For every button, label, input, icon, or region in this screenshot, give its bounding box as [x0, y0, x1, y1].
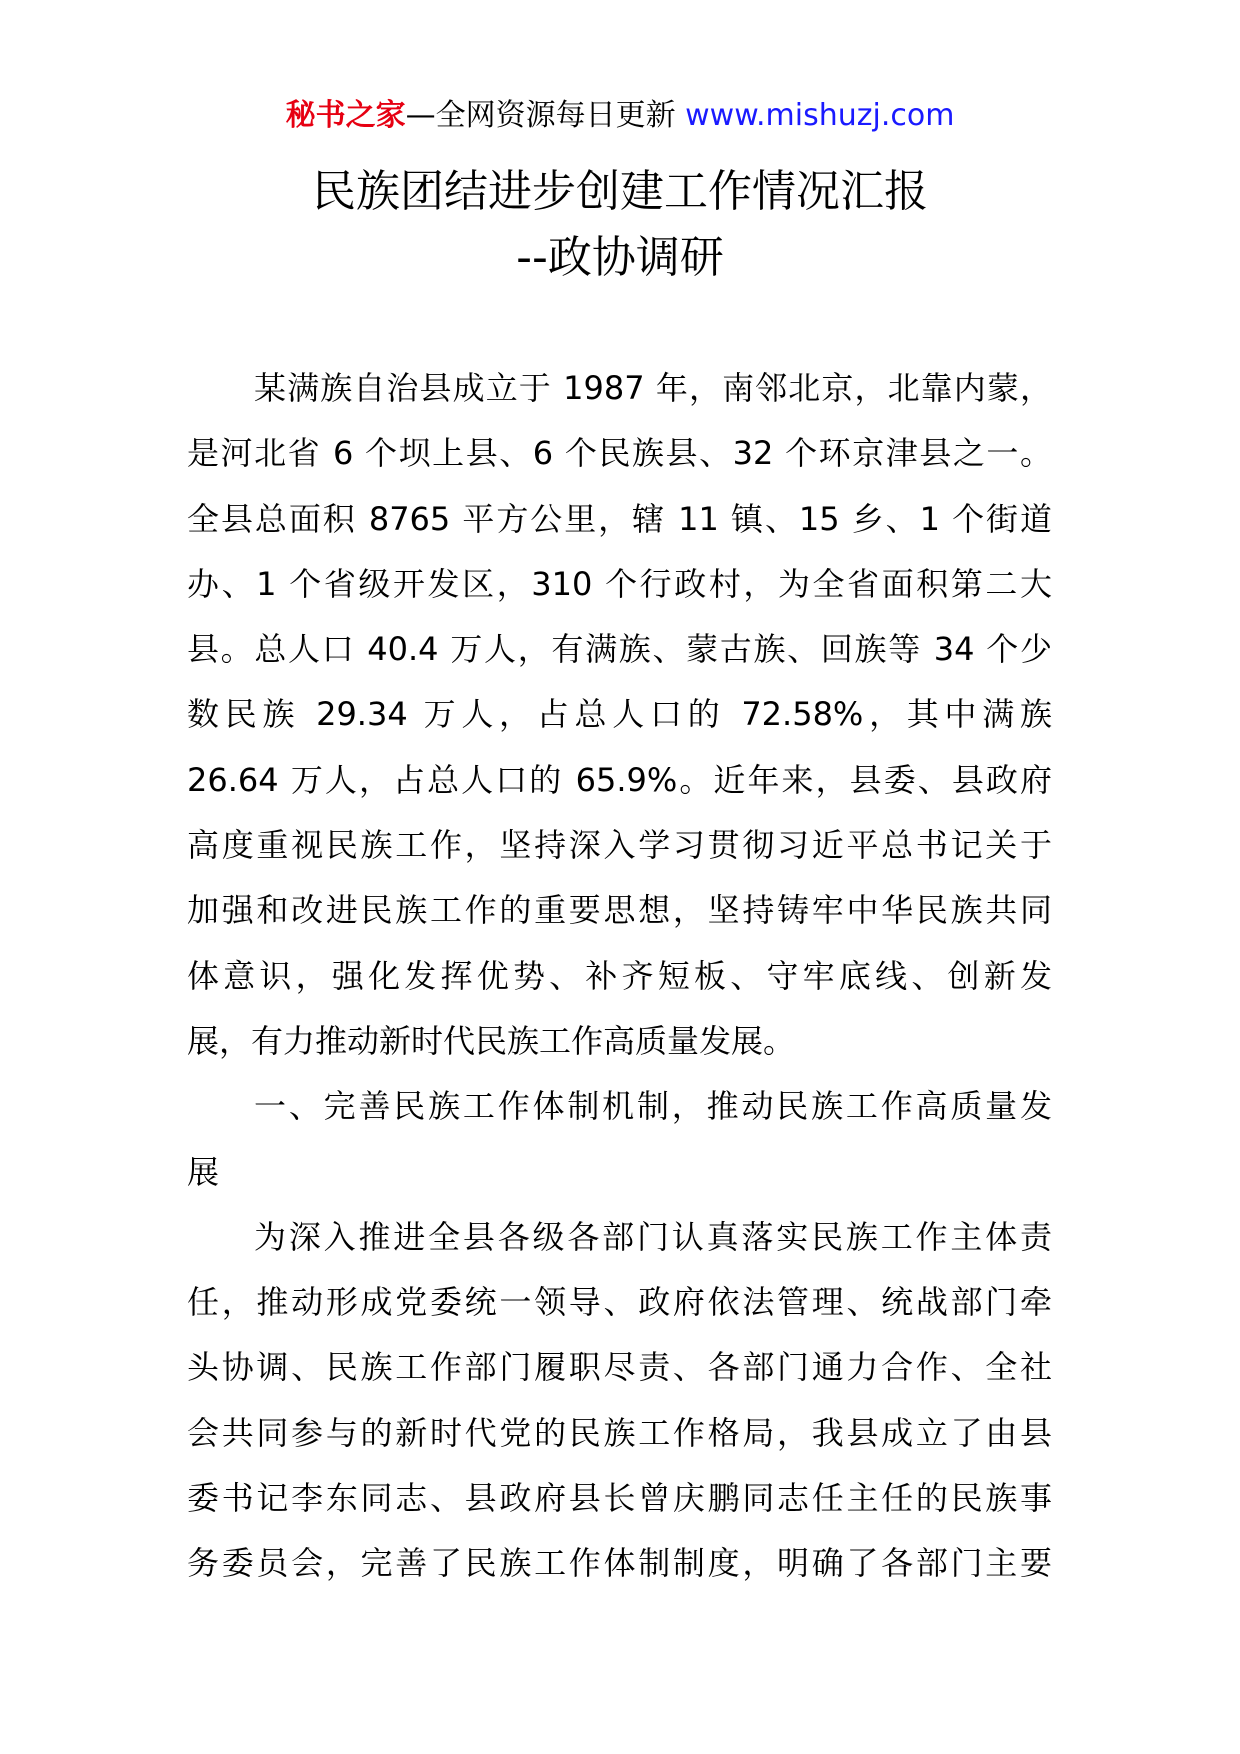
- body-line: 展，有力推动新时代民族工作高质量发展。: [187, 1021, 796, 1060]
- document-body: [187, 356, 1052, 1597]
- body-line: 26.64 万人，占总人口的 65.9%。近年来，县委、县政府: [187, 760, 1052, 799]
- body-line: 是河北省 6 个坝上县、6 个民族县、32 个环京津县之一。: [187, 434, 1052, 473]
- body-line: 为深入推进全县各级各部门认真落实民族工作主体责: [254, 1217, 1052, 1256]
- body-line: 务委员会，完善了民族工作体制制度，明确了各部门主要: [187, 1544, 1052, 1583]
- body-line: 全县总面积 8765 平方公里，辖 11 镇、15 乡、1 个街道: [187, 499, 1052, 538]
- section-heading-line: 一、完善民族工作体制机制，推动民族工作高质量发: [254, 1087, 1052, 1126]
- brand-name: 秘书之家: [285, 98, 406, 133]
- body-line: 体意识，强化发挥优势、补齐短板、守牢底线、创新发: [187, 956, 1052, 995]
- body-line: 某满族自治县成立于 1987 年，南邻北京，北靠内蒙，: [254, 369, 1052, 407]
- site-url[interactable]: www.mishuzj.com: [685, 98, 955, 133]
- document-subtitle: --政协调研: [516, 232, 724, 283]
- document-title: 民族团结进步创建工作情况汇报: [312, 166, 928, 217]
- section-heading-line: 展: [187, 1152, 220, 1191]
- body-line: 县。总人口 40.4 万人，有满族、蒙古族、回族等 34 个少: [187, 630, 1052, 669]
- body-line: 委书记李东同志、县政府县长曾庆鹏同志任主任的民族事: [187, 1479, 1052, 1518]
- body-line: 任，推动形成党委统一领导、政府依法管理、统战部门牵: [187, 1283, 1052, 1322]
- site-header: [0, 96, 1240, 136]
- body-line: 高度重视民族工作，坚持深入学习贯彻习近平总书记关于: [187, 826, 1052, 865]
- body-line: 头协调、民族工作部门履职尽责、各部门通力合作、全社: [187, 1348, 1052, 1387]
- body-line: 数民族 29.34 万人，占总人口的 72.58%，其中满族: [187, 695, 1052, 734]
- body-line: 办、1 个省级开发区，310 个行政村，为全省面积第二大: [187, 564, 1052, 603]
- body-line: 加强和改进民族工作的重要思想，坚持铸牢中华民族共同: [187, 891, 1052, 930]
- body-line: 会共同参与的新时代党的民族工作格局，我县成立了由县: [187, 1413, 1052, 1452]
- site-tagline: —全网资源每日更新: [405, 98, 676, 133]
